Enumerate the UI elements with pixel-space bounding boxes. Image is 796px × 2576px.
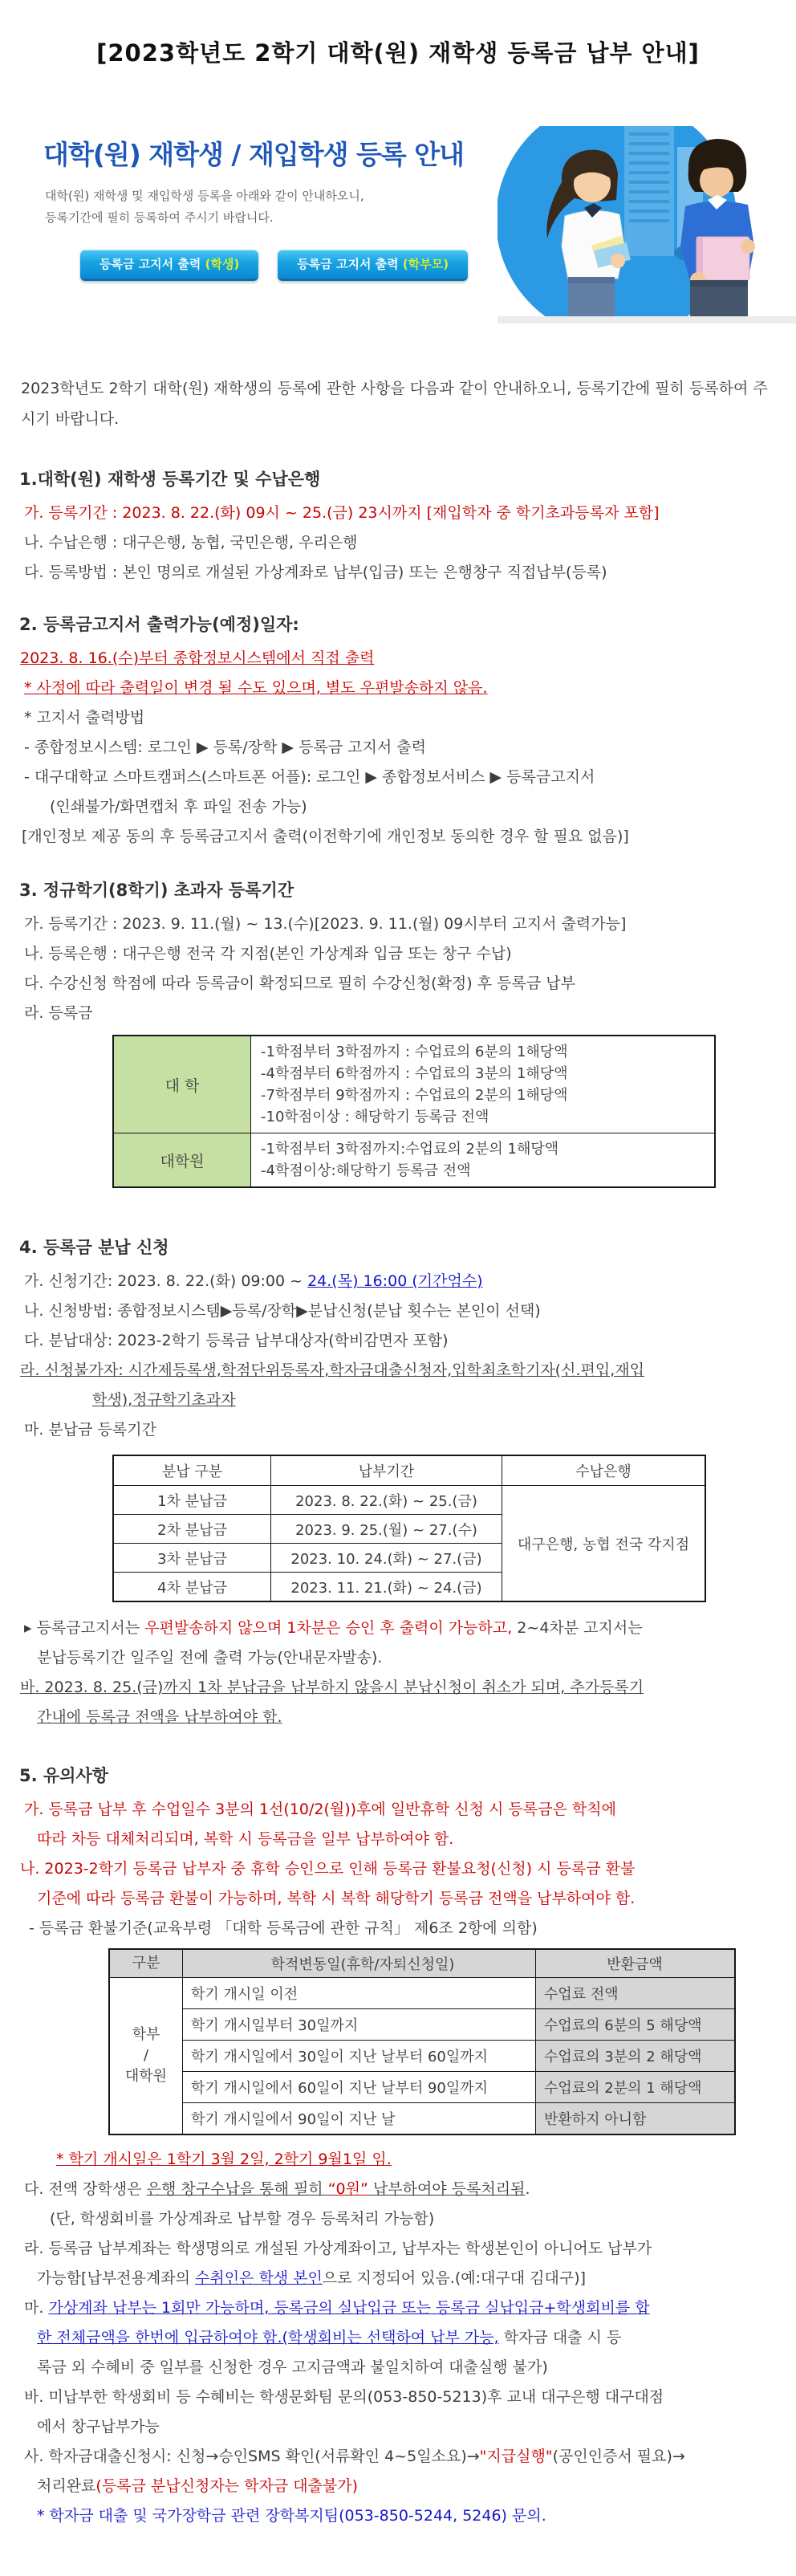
table-row (109, 2072, 735, 2103)
section4-item-da: 다. 분납대상: 2023-2학기 등록금 납부대상자(학비감면자 포함) (24, 1332, 449, 1349)
tuition-table (112, 1035, 716, 1188)
print-bill-parent-accent: (학부모) (402, 257, 449, 271)
section5-item-ba-line2: 에서 창구납부가능 (37, 2418, 160, 2436)
zero-won-highlight: “0원” (327, 2180, 368, 2198)
cell-period: 2023. 10. 24.(화) ~ 27.(금) (271, 1544, 502, 1573)
section3-item-ra: 라. 등록금 (24, 1004, 93, 1022)
cell-period: 2023. 9. 25.(월) ~ 27.(수) (271, 1515, 502, 1544)
section5-item-ma-line1: 마. 가상계좌 납부는 1회만 가능하며, 등록금의 실납입금 또는 등록금 실납입금+학생회비를 합 (24, 2299, 650, 2317)
installment-table (112, 1455, 706, 1602)
section5-item-ga-line2: 따라 차등 대체처리되며, 복학 시 등록금을 일부 납부하여야 함. (37, 1830, 454, 1848)
table-row (109, 1978, 735, 2009)
table-row (113, 1486, 705, 1515)
cell-change-date: 학기 개시일에서 30일이 지난 날부터 60일까지 (183, 2041, 536, 2072)
banner-subtitle-line1: 대학(원) 재학생 및 재입학생 등록을 아래와 같이 안내하오니, (45, 189, 364, 203)
header-refund-amount: 반환금액 (536, 1949, 736, 1978)
cell-rules-grad (251, 1133, 716, 1188)
section5-heading: 5. 유의사항 (19, 1766, 109, 1785)
table-header-row (113, 1455, 705, 1486)
table-row (109, 2103, 735, 2135)
section1-item-na: 나. 수납은행 : 대구은행, 농협, 국민은행, 우리은행 (24, 534, 358, 551)
section2-method1: - 종합정보시스템: 로그인 ▶ 등록/장학 ▶ 등록금 고지서 출력 (24, 739, 426, 756)
section5-scholarship-note: * 학자금 대출 및 국가장학금 관련 장학복지팀(053-850-5244, 5246) 문의. (37, 2507, 546, 2525)
section5-item-ga-line1: 가. 등록금 납부 후 수업일수 3분의 1선(10/2(월))후에 일반휴학 신청 시 등록금은 학칙에 (24, 1801, 616, 1818)
registration-banner (0, 121, 796, 324)
rule-line: -10학점이상 : 해당학기 등록금 전액 (261, 1109, 489, 1125)
cell-installment: 2차 분납금 (113, 1515, 271, 1544)
section2-heading: 2. 등록금고지서 출력가능(예정)일자: (19, 615, 299, 634)
cell-period: 2023. 8. 22.(화) ~ 25.(금) (271, 1486, 502, 1515)
page-title: [2023학년도 2학기 대학(원) 재학생 등록금 납부 안내] (96, 39, 700, 67)
section4-item-ga: 가. 신청기간: 2023. 8. 22.(화) 09:00 ~ 24.(목) 16:00 (기간엄수) (24, 1272, 483, 1290)
header-period: 납부기간 (271, 1455, 502, 1486)
section4-item-ba-line2: 간내에 등록금 전액을 납부하여야 함. (37, 1708, 282, 1726)
students-photo (497, 126, 796, 324)
section5-item-na-line2: 기준에 따라 등록금 환불이 가능하며, 복학 시 복학 해당학기 등록금 전액을 납부하여야 함. (37, 1890, 636, 1907)
loan-execution-highlight: "지급실행" (479, 2448, 553, 2465)
cell-installment: 1차 분납금 (113, 1486, 271, 1515)
rule-line: -1학점부터 3학점까지:수업료의 2분의 1해당액 (261, 1141, 559, 1158)
banner-title: 대학(원) 재학생 / 재입학생 등록 안내 (43, 139, 464, 170)
header-bank: 수납은행 (502, 1455, 706, 1486)
section4-item-na: 나. 신청방법: 종합정보시스템▶등록/장학▶분납신청(분납 횟수는 본인이 선택) (24, 1302, 541, 1320)
intro-paragraph: 2023학년도 2학기 대학(원) 재학생의 등록에 관한 사항을 다음과 같이 안내하오니, 등록기간에 필히 등록하여 주시기 바랍니다. (21, 380, 768, 428)
section5-item-ra-line2: 가능함[납부전용계좌의 수취인은 학생 본인으로 지정되어 있음.(예:대구대 김대구)] (37, 2269, 587, 2287)
payee-highlight: 수취인은 학생 본인 (195, 2269, 323, 2287)
section4-item-ra-line2: 학생),정규학기초과자 (92, 1391, 236, 1409)
section3-item-ga: 가. 등록기간 : 2023. 9. 11.(월) ~ 13.(수)[2023. 9. 11.(월) 09시부터 고지서 출력가능] (24, 915, 627, 933)
rule-line: -4학점이상:해당학기 등록금 전액 (261, 1162, 471, 1179)
section5-item-da-line1: 다. 전액 장학생은 은행 창구수납을 통해 필히 “0원” 납부하여야 등록처리됨. (24, 2180, 530, 2198)
bill-note-red: 우편발송하지 않으며 1차분은 승인 후 출력이 가능하고, (144, 1619, 513, 1637)
cell-change-date: 학기 개시일 이전 (183, 1978, 536, 2009)
section2-note1: * 사정에 따라 출력일이 변경 될 수도 있으며, 별도 우편발송하지 않음. (24, 679, 488, 697)
section5-item-na-line1: 나. 2023-2학기 등록금 납부자 중 휴학 승인으로 인해 등록금 환불요청(신청) 시 등록금 환불 (20, 1860, 636, 1878)
section5-item-ra-line1: 라. 등록금 납부계좌는 학생명의로 개설된 가상계좌이고, 납부자는 학생본인이 아니어도 납부가 (24, 2240, 652, 2257)
print-bill-student-accent: (학생) (205, 257, 240, 271)
header-category: 구분 (109, 1949, 183, 1978)
section4-item-ma: 마. 분납금 등록기간 (24, 1421, 156, 1439)
section5-item-ma-line2: 한 전체금액을 한번에 입금하여야 함.(학생회비는 선택하여 납부 가능, 학자금 대출 시 등 (37, 2329, 622, 2346)
section2-privacy-note: [개인정보 제공 동의 후 등록금고지서 출력(이전학기에 개인정보 동의한 경우 할 필요 없음)] (22, 828, 629, 845)
section4-bill-note-line2: 분납등록기간 일주일 전에 출력 가능(안내문자발송). (37, 1649, 383, 1666)
refund-table (108, 1948, 736, 2135)
cell-change-date: 학기 개시일에서 90일이 지난 날 (183, 2103, 536, 2135)
section5-item-ma-line3: 록금 외 수혜비 중 일부를 신청한 경우 고지금액과 불일치하여 대출실행 불가) (37, 2358, 548, 2376)
section5-semester-note: * 학기 개시일은 1학기 3월 2일, 2학기 9월1일 임. (56, 2151, 392, 2168)
cell-refund-amount: 수업료의 6분의 5 해당액 (536, 2009, 736, 2041)
banner-subtitle-line2: 등록기간에 필히 등록하여 주시기 바랍니다. (45, 210, 274, 225)
table-row (109, 2041, 735, 2072)
header-change-date: 학적변동일(휴학/자퇴신청일) (183, 1949, 536, 1978)
header-installment: 분납 구분 (113, 1455, 271, 1486)
section2-method2-note: (인쇄불가/화면캡처 후 파일 전송 가능) (50, 798, 307, 816)
section4-bill-note-line1: ▸ 등록금고지서는 우편발송하지 않으며 1차분은 승인 후 출력이 가능하고, 2~4차분 고지서는 (24, 1619, 643, 1637)
cell-installment: 4차 분납금 (113, 1573, 271, 1602)
cell-refund-amount: 수업료 전액 (536, 1978, 736, 2009)
print-bill-parent-label: 등록금 고지서 출력 (297, 257, 403, 271)
section5-item-ba-line1: 바. 미납부한 학생회비 등 수혜비는 학생문화팀 문의(053-850-5213)후 교내 대구은행 대구대점 (24, 2388, 664, 2406)
section2-note2: * 고지서 출력방법 (24, 709, 145, 726)
section1-heading: 1.대학(원) 재학생 등록기간 및 수납은행 (19, 470, 321, 489)
section4-item-ra-line1: 라. 신청불가자: 시간제등록생,학점단위등록자,학자금대출신청자,입학최초학기자(신.편입,재입 (20, 1361, 644, 1379)
cell-installment: 3차 분납금 (113, 1544, 271, 1573)
section5-item-sa-line2: 처리완료(등록금 분납신청자는 학자금 대출불가) (37, 2477, 359, 2495)
section4-heading: 4. 등록금 분납 신청 (19, 1238, 169, 1257)
cell-bank: 대구은행, 농협 전국 각지점 (502, 1486, 706, 1602)
section5-refund-intro: - 등록금 환불기준(교육부령 「대학 등록금에 관한 규칙」 제6조 2항에 의함) (29, 1919, 538, 1937)
banner-baseline-strip (497, 316, 796, 324)
cell-change-date: 학기 개시일에서 60일이 지난 날부터 90일까지 (183, 2072, 536, 2103)
table-row (113, 1133, 715, 1188)
cell-rules-undergrad (251, 1036, 716, 1133)
student-boy (680, 139, 755, 324)
section3-heading: 3. 정규학기(8학기) 초과자 등록기간 (19, 881, 294, 900)
cell-refund-amount: 수업료의 2분의 1 해당액 (536, 2072, 736, 2103)
section3-item-da: 다. 수강신청 학점에 따라 등록금이 확정되므로 필히 수강신청(확정) 후 등록금 납부 (24, 975, 575, 992)
section3-item-na: 나. 등록은행 : 대구은행 전국 각 지점(본인 가상계좌 입금 또는 창구 수납) (24, 945, 512, 962)
cell-level-grad: 대학원 (113, 1133, 251, 1188)
cell-period: 2023. 11. 21.(화) ~ 24.(금) (271, 1573, 502, 1602)
print-bill-student-label: 등록금 고지서 출력 (100, 257, 205, 271)
print-bill-parent-button[interactable] (278, 250, 468, 281)
cell-refund-amount: 수업료의 3분의 2 해당액 (536, 2041, 736, 2072)
table-header-row (109, 1949, 735, 1978)
banner-subtitle (45, 185, 364, 229)
print-bill-student-button[interactable] (80, 250, 258, 281)
cell-level-undergrad: 대 학 (113, 1036, 251, 1133)
cell-refund-amount: 반환하지 아니함 (536, 2103, 736, 2135)
section2-print-date: 2023. 8. 16.(수)부터 종합정보시스템에서 직접 출력 (20, 649, 375, 667)
banner-buttons (80, 250, 468, 281)
section4-item-ba-line1: 바. 2023. 8. 25.(금)까지 1차 분납금을 납부하지 않을시 분납신청이 취소가 되며, 추가등록기 (20, 1679, 644, 1696)
section5-item-da-line2: (단, 학생회비를 가상계좌로 납부할 경우 등록처리 가능함) (50, 2210, 435, 2228)
rule-line: -1학점부터 3학점까지 : 수업료의 6분의 1해당액 (261, 1044, 568, 1060)
section1-item-ga: 가. 등록기간 : 2023. 8. 22.(화) 09시 ~ 25.(금) 23시까지 [재입학자 중 학기초과등록자 포함] (24, 504, 660, 522)
table-row (109, 2009, 735, 2041)
section2-method2: - 대구대학교 스마트캠퍼스(스마트폰 어플): 로그인 ▶ 종합정보서비스 ▶ 등록금고지서 (24, 768, 595, 786)
rule-line: -7학점부터 9학점까지 : 수업료의 2분의 1해당액 (261, 1087, 568, 1104)
deadline-highlight: 24.(목) 16:00 (기간엄수) (307, 1272, 483, 1290)
rule-line: -4학점부터 6학점까지 : 수업료의 3분의 1해당액 (261, 1065, 568, 1082)
cell-change-date: 학기 개시일부터 30일까지 (183, 2009, 536, 2041)
table-row (113, 1036, 715, 1133)
section5-item-sa-line1: 사. 학자금대출신청시: 신청→승인SMS 확인(서류확인 4~5일소요)→"지급실행"(공인인증서 필요)→ (24, 2448, 685, 2465)
cell-category-group: 학부 / 대학원 (109, 1978, 183, 2135)
section1-item-da: 다. 등록방법 : 본인 명의로 개설된 가상계좌로 납부(입금) 또는 은행창구 직접납부(등록) (24, 564, 607, 581)
